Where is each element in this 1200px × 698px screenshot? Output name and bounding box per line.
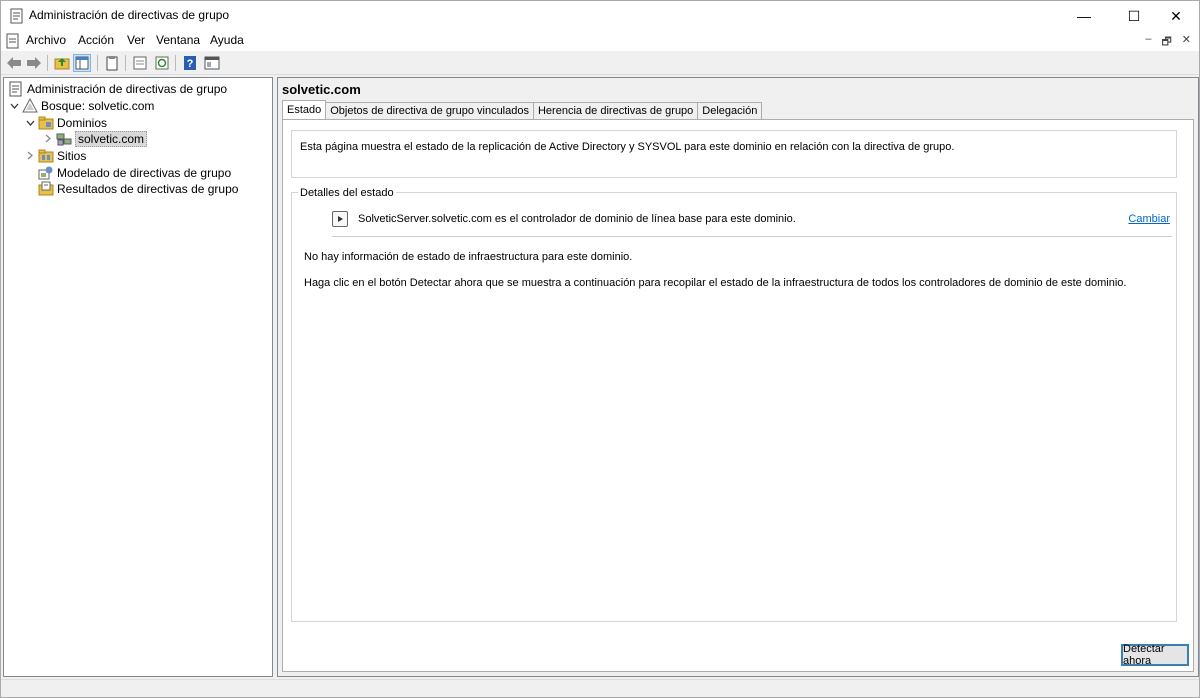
minimize-button[interactable]: —	[1077, 8, 1091, 24]
gpmc-app-icon	[9, 8, 25, 24]
menu-ver[interactable]: Ver	[127, 33, 146, 47]
page-title: solvetic.com	[282, 82, 361, 97]
mdi-minimize-button[interactable]: –	[1145, 33, 1152, 45]
mdi-controls	[1145, 33, 1191, 52]
tree-label-domains: Dominios	[57, 115, 108, 130]
mdi-restore-button[interactable]: 🗗	[1161, 36, 1172, 48]
document-icon[interactable]	[5, 33, 21, 49]
baseline-dc-row	[332, 209, 1172, 237]
up-folder-icon[interactable]	[53, 54, 71, 72]
show-hide-tree-icon[interactable]	[73, 54, 91, 72]
info-box	[291, 130, 1177, 178]
details-legend: Detalles del estado	[300, 187, 394, 199]
properties-icon[interactable]	[131, 54, 149, 72]
back-arrow-icon[interactable]	[5, 54, 23, 72]
tree-node-forest[interactable]	[8, 97, 154, 114]
tree-node-domains[interactable]	[24, 114, 107, 131]
menu-archivo[interactable]: Archivo	[26, 33, 67, 47]
info-text: Esta página muestra el estado de la replicación de Active Directory y SYSVOL para este dominio en relación con la directiva de grupo.	[300, 141, 955, 153]
tab-inheritance[interactable]: Herencia de directivas de grupo	[533, 102, 698, 119]
hint-text: Haga clic en el botón Detectar ahora que se muestra a continuación para recopilar el estado de la infraestructura de todos los controladores de dominio de este dominio.	[304, 277, 1127, 289]
detect-now-button[interactable]: Detectar ahora	[1121, 644, 1189, 666]
chevron-down-icon[interactable]	[8, 100, 20, 112]
status-details-group	[291, 187, 1177, 622]
title-bar	[1, 1, 1199, 31]
tree-label-domain: solvetic.com	[75, 131, 147, 147]
help-icon[interactable]	[181, 54, 199, 72]
clipboard-icon[interactable]	[103, 54, 121, 72]
sites-folder-icon	[38, 148, 54, 164]
tree-node-results[interactable]	[38, 180, 238, 197]
menu-ayuda[interactable]: Ayuda	[210, 33, 244, 47]
menu-ventana[interactable]: Ventana	[156, 33, 201, 47]
menu-accion[interactable]: Acción	[78, 33, 115, 47]
forest-icon	[22, 98, 38, 114]
close-button[interactable]: ✕	[1170, 7, 1182, 24]
tree-node-sites[interactable]	[24, 147, 86, 164]
change-link[interactable]: Cambiar	[1128, 213, 1170, 225]
chevron-down-icon[interactable]	[24, 117, 36, 129]
tree-node-domain[interactable]	[42, 130, 147, 147]
console-icon[interactable]	[203, 54, 221, 72]
details-pane	[277, 77, 1199, 677]
tree-label-root: Administración de directivas de grupo	[27, 81, 228, 96]
tree-label-results: Resultados de directivas de grupo	[57, 181, 239, 196]
tab-panel-estado	[282, 119, 1194, 672]
toolbar	[1, 51, 1199, 75]
forward-arrow-icon[interactable]	[25, 54, 43, 72]
tab-estado[interactable]: Estado	[282, 100, 326, 119]
tree-label-modeling: Modelado de directivas de grupo	[57, 165, 232, 180]
chevron-right-icon[interactable]	[24, 150, 36, 162]
maximize-button[interactable]: ☐	[1127, 7, 1141, 24]
play-icon	[332, 211, 348, 227]
domain-icon	[56, 131, 72, 147]
window-title: Administración de directivas de grupo	[29, 8, 230, 22]
menu-bar	[1, 31, 1199, 51]
tree-node-modeling[interactable]	[38, 164, 231, 181]
gpmc-root-icon	[8, 81, 24, 97]
domains-folder-icon	[38, 115, 54, 131]
no-info-text: No hay información de estado de infraestructura para este dominio.	[304, 251, 633, 263]
chevron-right-icon[interactable]	[42, 133, 54, 145]
modeling-icon	[38, 165, 54, 181]
tree-label-sites: Sitios	[57, 148, 87, 163]
tree-node-root[interactable]	[8, 80, 227, 97]
mdi-close-button[interactable]: ✕	[1181, 34, 1191, 46]
console-tree	[3, 77, 273, 677]
tab-delegation[interactable]: Delegación	[697, 102, 762, 119]
refresh-icon[interactable]	[153, 54, 171, 72]
svg-text:?: ?	[186, 58, 194, 70]
status-bar	[1, 679, 1199, 697]
tab-linked-gpos[interactable]: Objetos de directiva de grupo vinculados	[325, 102, 534, 119]
tree-label-forest: Bosque: solvetic.com	[41, 98, 155, 113]
tab-strip	[282, 102, 761, 120]
baseline-text: SolveticServer.solvetic.com es el controlador de dominio de línea base para este dominio.	[358, 213, 796, 225]
results-icon	[38, 181, 54, 197]
